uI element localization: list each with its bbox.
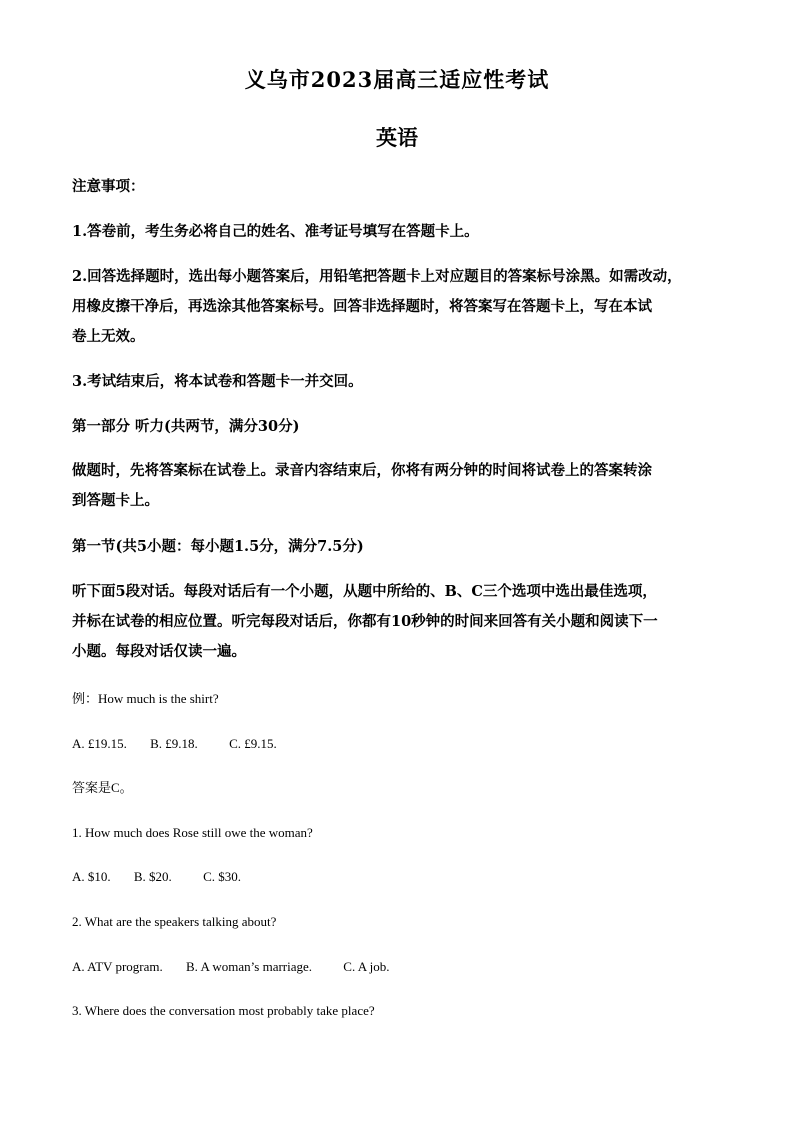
- exam-subject: 英语: [376, 125, 418, 150]
- section1-instr-line-2: 并标在试卷的相应位置。听完每段对话后，你都有10秒钟的时间来回答有关小题和阅读下一: [72, 613, 658, 630]
- question-2-options: [72, 957, 724, 977]
- question-2: 2. What are the speakers talking about?: [72, 914, 277, 929]
- example-option-a: A. £19.15.: [72, 736, 127, 751]
- part1-instructions: [72, 456, 724, 516]
- question-1-option-c: C. $30.: [203, 869, 241, 884]
- question-2-option-c: C. A job.: [343, 959, 390, 974]
- part1-instr-line-1: 做题时，先将答案标在试卷上。录音内容结束后，你将有两分钟的时间将试卷上的答案转涂: [72, 462, 652, 479]
- question-1-options: [72, 867, 724, 887]
- exam-title: 义乌市2023届高三适应性考试: [244, 67, 550, 92]
- example-option-b: B. £9.18.: [150, 736, 198, 751]
- notice-heading: 注意事项：: [72, 178, 145, 195]
- question-1: 1. How much does Rose still owe the woman?: [72, 825, 313, 840]
- notice-item-1: 1.答卷前，考生务必将自己的姓名、准考证号填写在答题卡上。: [72, 223, 479, 240]
- question-3: 3. Where does the conversation most probably take place?: [72, 1003, 375, 1018]
- question-1-option-b: B. $20.: [133, 869, 172, 884]
- example-options: [72, 734, 724, 754]
- question-1-option-a: A. $10.: [72, 869, 111, 884]
- part1-instr-line-2: 到答题卡上。: [72, 492, 159, 509]
- section1-instructions: [72, 577, 724, 667]
- example-answer: 答案是C。: [72, 780, 133, 795]
- example-option-c: C. £9.15.: [229, 736, 277, 751]
- question-2-option-a: A. ATV program.: [72, 959, 163, 974]
- section1-instr-line-1: 听下面5段对话。每段对话后有一个小题，从题中所给的、B、C三个选项中选出最佳选项，: [72, 583, 657, 600]
- notice-item-3: 3.考试结束后，将本试卷和答题卡一并交回。: [72, 373, 363, 390]
- notice-item-2-line-1: 2.回答选择题时，选出每小题答案后，用铅笔把答题卡上对应题目的答案标号涂黑。如需改动，: [72, 268, 682, 285]
- notice-item-2-line-2: 用橡皮擦干净后，再选涂其他答案标号。回答非选择题时，将答案写在答题卡上，写在本试: [72, 298, 652, 315]
- notice-item-2: [72, 262, 724, 352]
- notice-item-2-line-3: 卷上无效。: [72, 328, 145, 345]
- example-question: 例：How much is the shirt?: [72, 691, 219, 706]
- section1-instr-line-3: 小题。每段对话仅读一遍。: [72, 643, 246, 660]
- section1-heading: 第一节(共5小题：每小题1.5分，满分7.5分): [72, 538, 364, 555]
- part1-heading: 第一部分 听力(共两节，满分30分): [72, 418, 300, 435]
- question-2-option-b: B. A woman’s marriage.: [186, 959, 313, 974]
